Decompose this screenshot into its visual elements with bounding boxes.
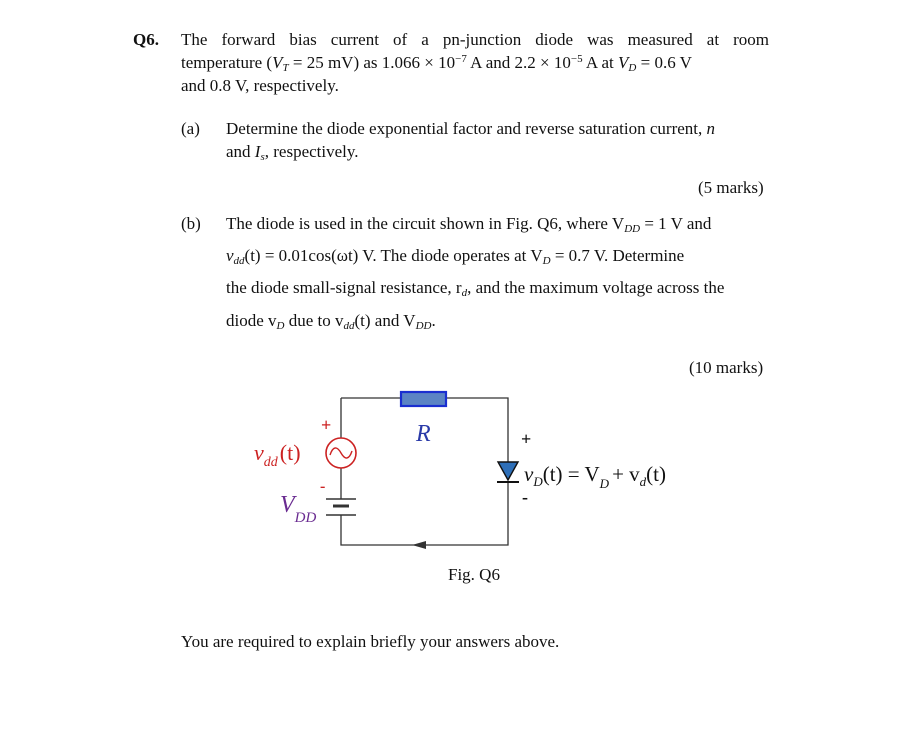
question-stem-line-1: The forward bias current of a pn-junction diode was measured at room xyxy=(181,30,769,49)
part-b-line-1: The diode is used in the circuit shown in Fig. Q6, where $V_{DD} = 1$ V and xyxy=(226,214,712,235)
vdd-t-label: $v_{dd}(t)$ xyxy=(254,440,301,470)
ac-minus-sign: - xyxy=(320,478,326,495)
part-a-line-1: Determine the diode exponential factor and reverse saturation current, n xyxy=(226,119,716,138)
part-a-marks: (5 marks) xyxy=(698,178,764,197)
footer-note: You are required to explain briefly your answers above. xyxy=(181,632,560,651)
diode-voltage-equation: $v_D(t) = V_D + v_d(t)$ xyxy=(524,462,666,491)
diode-plus-sign: + xyxy=(521,429,532,449)
resistor-icon xyxy=(401,392,446,406)
diode-minus-sign: - xyxy=(522,487,528,507)
question-number: Q6. xyxy=(133,30,159,49)
diode-icon xyxy=(497,462,519,482)
resistor-label: R xyxy=(416,421,431,447)
vdd-dc-label: $V_{DD}$ xyxy=(280,492,317,526)
ac-plus-sign: + xyxy=(321,415,332,435)
figure-caption: Fig. Q6 xyxy=(448,565,500,584)
part-a-label: (a) xyxy=(181,119,200,138)
question-stem-line-2: temperature ($V_T = 25$ mV) as $1.066 \times 10^{-7}$ A and $2.2 \times 10^{-5}$ A at $V_D = 0.6$ V xyxy=(181,53,692,74)
part-b-line-2: $v_{dd}(t) = 0.01\cos(\omega t)$ V. The diode operates at $V_D = 0.7$ V. Determine xyxy=(226,246,685,267)
part-a-line-2: and $I_s$, respectively. xyxy=(226,142,359,163)
current-arrow-icon xyxy=(412,541,426,549)
dc-source-icon xyxy=(326,499,356,515)
part-b-label: (b) xyxy=(181,214,201,233)
part-b-line-3: the diode small-signal resistance, $r_d$, and the maximum voltage across the xyxy=(226,278,725,299)
question-stem-line-3: and 0.8 V, respectively. xyxy=(181,76,339,95)
part-b-marks: (10 marks) xyxy=(689,358,764,377)
part-b-line-4: diode $v_D$ due to $v_{dd}(t)$ and $V_{DD}$. xyxy=(226,311,436,332)
